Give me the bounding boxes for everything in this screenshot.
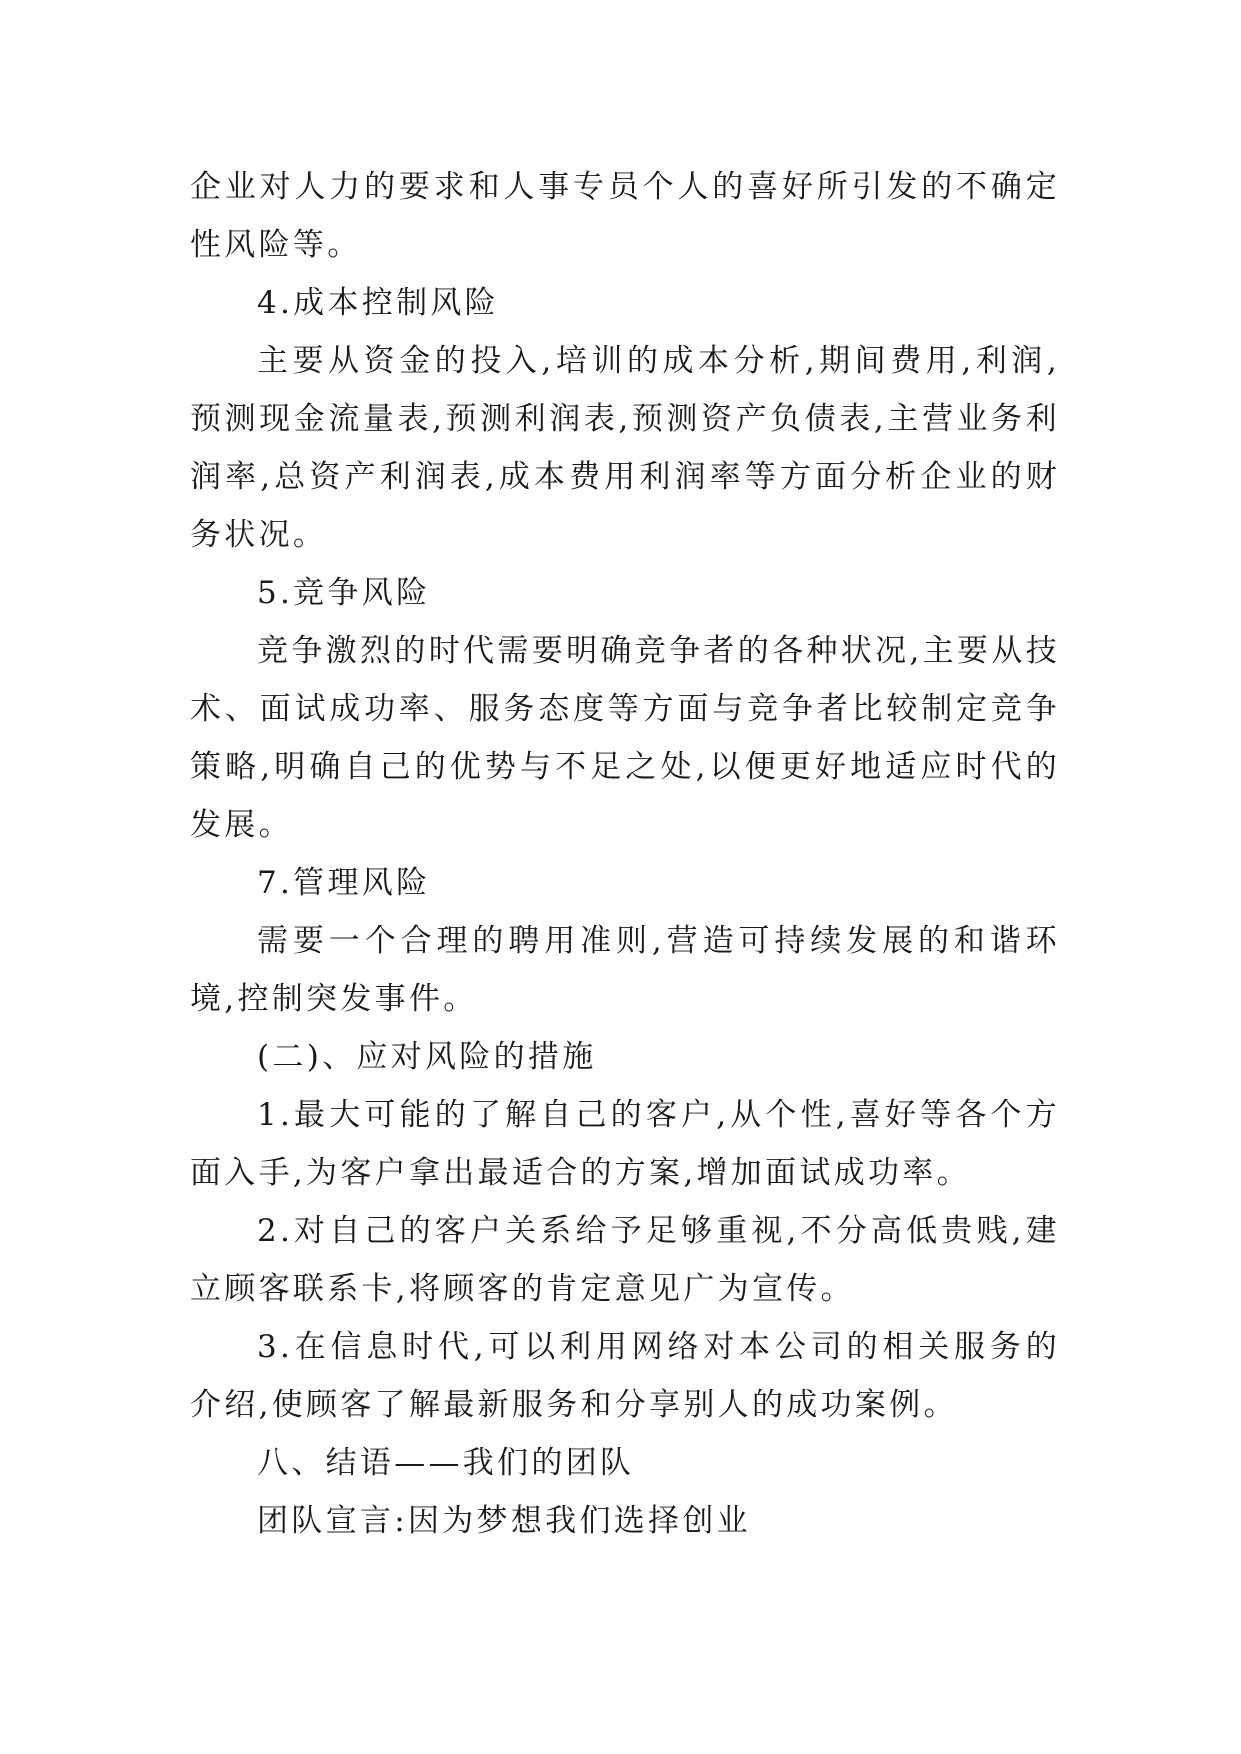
paragraph: 3.在信息时代,可以利用网络对本公司的相关服务的介绍,使顾客了解最新服务和分享别人的成功案例。 — [190, 1329, 1060, 1423]
section-heading: 7.管理风险 — [257, 865, 431, 901]
section-heading: 5.竞争风险 — [257, 575, 431, 611]
paragraph: 主要从资金的投入,培训的成本分析,期间费用,利润,预测现金流量表,预测利润表,预测资产负债表,主营业务利润率,总资产利润表,成本费用利润率等方面分析企业的财务状况。 — [190, 343, 1060, 553]
document-body — [190, 158, 1060, 1550]
paragraph: 1.最大可能的了解自己的客户,从个性,喜好等各个方面入手,为客户拿出最适合的方案,增加面试成功率。 — [190, 1097, 1060, 1191]
section-heading: 4.成本控制风险 — [257, 285, 499, 321]
paragraph: 企业对人力的要求和人事专员个人的喜好所引发的不确定性风险等。 — [190, 169, 1060, 263]
paragraph: 竞争激烈的时代需要明确竞争者的各种状况,主要从技术、面试成功率、服务态度等方面与竞争者比较制定竞争策略,明确自己的优势与不足之处,以便更好地适应时代的发展。 — [190, 633, 1060, 843]
section-heading: (二)、应对风险的措施 — [257, 1039, 597, 1075]
paragraph: 2.对自己的客户关系给予足够重视,不分高低贵贱,建立顾客联系卡,将顾客的肯定意见广为宣传。 — [190, 1213, 1060, 1307]
section-heading: 八、结语——我们的团队 — [257, 1445, 635, 1481]
paragraph: 需要一个合理的聘用准则,营造可持续发展的和谐环境,控制突发事件。 — [190, 923, 1060, 1017]
paragraph: 团队宣言:因为梦想我们选择创业 — [257, 1503, 751, 1539]
